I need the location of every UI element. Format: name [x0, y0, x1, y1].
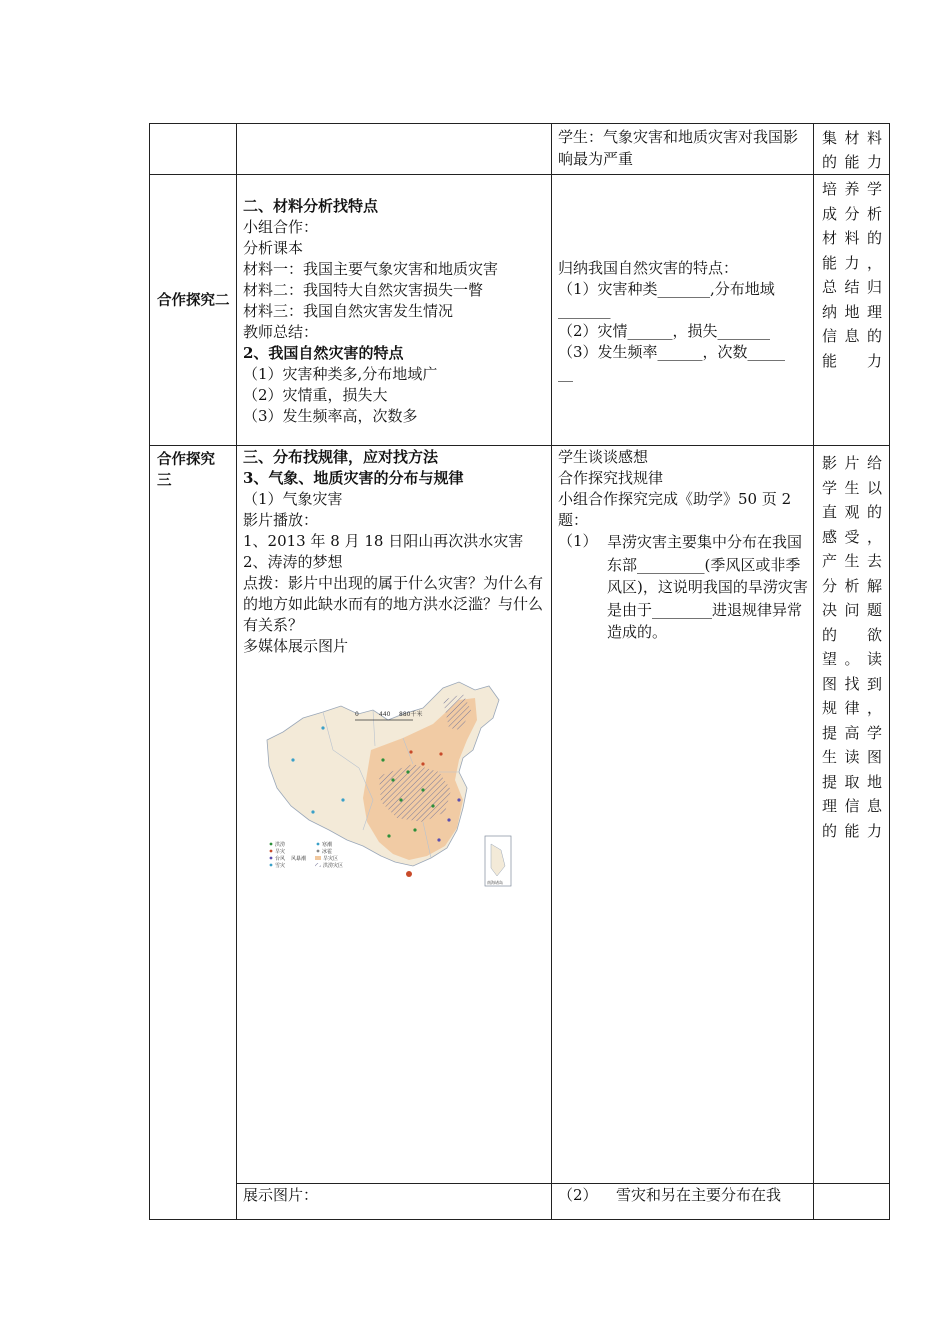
teacher-line: 材料一：我国主要气象灾害和地质灾害 [243, 260, 499, 278]
china-disaster-map-image [263, 680, 513, 890]
legend-item: 洪涝灾区 [323, 863, 344, 869]
goal-line: 纳 地 理 [822, 302, 882, 321]
teacher-line: （1）气象灾害 [243, 490, 343, 508]
table-col-divider [551, 123, 552, 1220]
exercise-item-1 [558, 531, 808, 644]
legend-item: 寒潮 [322, 842, 333, 848]
row3-teacher-cell [243, 447, 548, 657]
teacher-line: 教师总结： [243, 323, 319, 341]
stage-label-text: 三 [157, 472, 172, 489]
table-border-left [149, 123, 150, 1220]
table-col-divider [813, 123, 814, 1220]
row1-student-cell [558, 126, 806, 170]
table-col-divider [236, 123, 237, 1220]
goal-line: 能力 [822, 351, 882, 370]
table-border-right [889, 123, 890, 1220]
map-scale-440: 440 [379, 711, 391, 718]
section-heading: 二、材料分析找特点 [243, 197, 379, 215]
table-row-divider [236, 1183, 890, 1184]
student-line: 合作探究找规律 [558, 469, 664, 487]
row3-goal-cell [822, 451, 882, 843]
goal-line: 决 问 题 [822, 601, 882, 619]
teacher-line: 分析课本 [243, 239, 304, 257]
feature-point: （2）灾情重，损失大 [243, 386, 388, 404]
goal-line: 分 析 解 [822, 576, 882, 595]
table-border-bottom [149, 1219, 890, 1220]
map-legend [270, 841, 343, 869]
teacher-line: 材料三：我国自然灾害发生情况 [243, 302, 454, 320]
row2-teacher-cell [243, 196, 548, 427]
row1-goal-cell [822, 126, 882, 174]
goal-line: 影 片 给 [822, 454, 882, 472]
goal-line: 产 生 去 [822, 552, 882, 570]
student-intro: 归纳我国自然灾害的特点： [558, 259, 739, 277]
exercise-number: （2） [558, 1186, 598, 1204]
exercise-number: （1） [558, 532, 598, 550]
goal-line: 的能力 [822, 153, 882, 171]
legend-item: 洪涝 [275, 842, 286, 848]
blank-line: （3）发生频率______，次数_____ [558, 343, 786, 361]
sub-heading: 2、我国自然灾害的特点 [243, 344, 404, 362]
feature-point: （3）发生频率高，次数多 [243, 407, 418, 425]
blank-line: _______ [558, 301, 611, 319]
student-line: 小组合作探究完成《助学》50 页 2 题： [558, 490, 792, 529]
goal-line: 直 观 的 [822, 503, 882, 521]
teacher-line: 2、涛涛的梦想 [243, 553, 343, 571]
goal-line: 的能力 [822, 821, 882, 840]
map-scale-0: 0 [355, 711, 359, 718]
goal-line: 生 读 图 [822, 748, 882, 766]
legend-item: 旱灾区 [323, 856, 339, 862]
goal-line: 理 信 息 [822, 797, 882, 815]
goal-line: 材 料 的 [822, 229, 882, 247]
teacher-line: 多媒体展示图片 [243, 637, 349, 655]
legend-item: 风暴潮 [291, 856, 307, 862]
legend-item: 台风 [275, 856, 286, 862]
blank-line: __ [558, 364, 573, 382]
table-row-divider [149, 174, 890, 175]
exercise-text: 雪灾和另在主要分布在我 [616, 1186, 782, 1204]
stage-label-text: 合作探究 [157, 451, 215, 468]
row1-student-text: 学生：气象灾害和地质灾害对我国影响最为严重 [558, 128, 799, 168]
goal-line: 培 养 学 [822, 180, 882, 198]
goal-line: 感 受 ， [822, 527, 882, 546]
goal-line: 能 力 ， [822, 253, 882, 272]
row2-stage-label [157, 290, 231, 311]
table-row-divider [149, 445, 890, 446]
teacher-line: 影片播放： [243, 511, 319, 529]
exercise-item-2 [558, 1185, 808, 1206]
goal-line: 提 取 地 [822, 772, 882, 791]
row2-goal-cell [822, 177, 882, 373]
teacher-line: 材料二：我国特大自然灾害损失一瞥 [243, 281, 484, 299]
row4-teacher-cell [243, 1185, 543, 1206]
goal-line: 信 息 的 [822, 327, 882, 345]
goal-line: 成 分 析 [822, 204, 882, 223]
goal-line: 学 生 以 [822, 478, 882, 497]
goal-line: 总 结 归 [822, 278, 882, 296]
row2-student-cell [558, 258, 808, 384]
row3-stage-label [157, 449, 233, 491]
goal-line: 提 高 学 [822, 723, 882, 742]
goal-line: 图 找 到 [822, 674, 882, 693]
goal-line: 望 。 读 [822, 650, 882, 668]
legend-item: 冰雹 [322, 849, 333, 855]
row4-student-cell [558, 1185, 808, 1206]
legend-item: 雪灾 [275, 863, 286, 869]
teacher-line: 展示图片： [243, 1186, 319, 1204]
map-scale-880: 880千米 [399, 711, 423, 718]
stage-label-text: 合作探究二 [157, 292, 230, 309]
blank-line: （2）灾情______，损失_______ [558, 322, 771, 340]
teacher-line: 1、2013 年 8 月 18 日阳山再次洪水灾害 [243, 532, 524, 550]
goal-line: 规 律 ， [822, 699, 882, 717]
feature-point: （1）灾害种类多,分布地域广 [243, 365, 438, 383]
sub-heading: 3、气象、地质灾害的分布与规律 [243, 469, 464, 487]
row3-student-cell [558, 447, 808, 644]
exercise-text: 旱涝灾害主要集中分布在我国东部_________(季风区或非季风区)，这说明我国的旱涝灾害是由于________进退规律异常造成的。 [607, 533, 808, 641]
map-inset-label: 南海诸岛 [487, 880, 503, 885]
teacher-line: 小组合作： [243, 218, 319, 236]
teacher-line: 点拨：影片中出现的属于什么灾害？为什么有的地方如此缺水而有的地方洪水泛滥？与什么有关系？ [243, 574, 544, 634]
section-heading: 三、分布找规律，应对找方法 [243, 448, 439, 466]
table-border-top [149, 123, 890, 124]
student-line: 学生谈谈感想 [558, 448, 649, 466]
goal-line: 集 材 料 [822, 129, 882, 147]
legend-item: 旱灾 [275, 849, 286, 855]
goal-line: 的 欲 [822, 625, 882, 644]
blank-line: （1）灾害种类_______,分布地域 [558, 280, 775, 298]
